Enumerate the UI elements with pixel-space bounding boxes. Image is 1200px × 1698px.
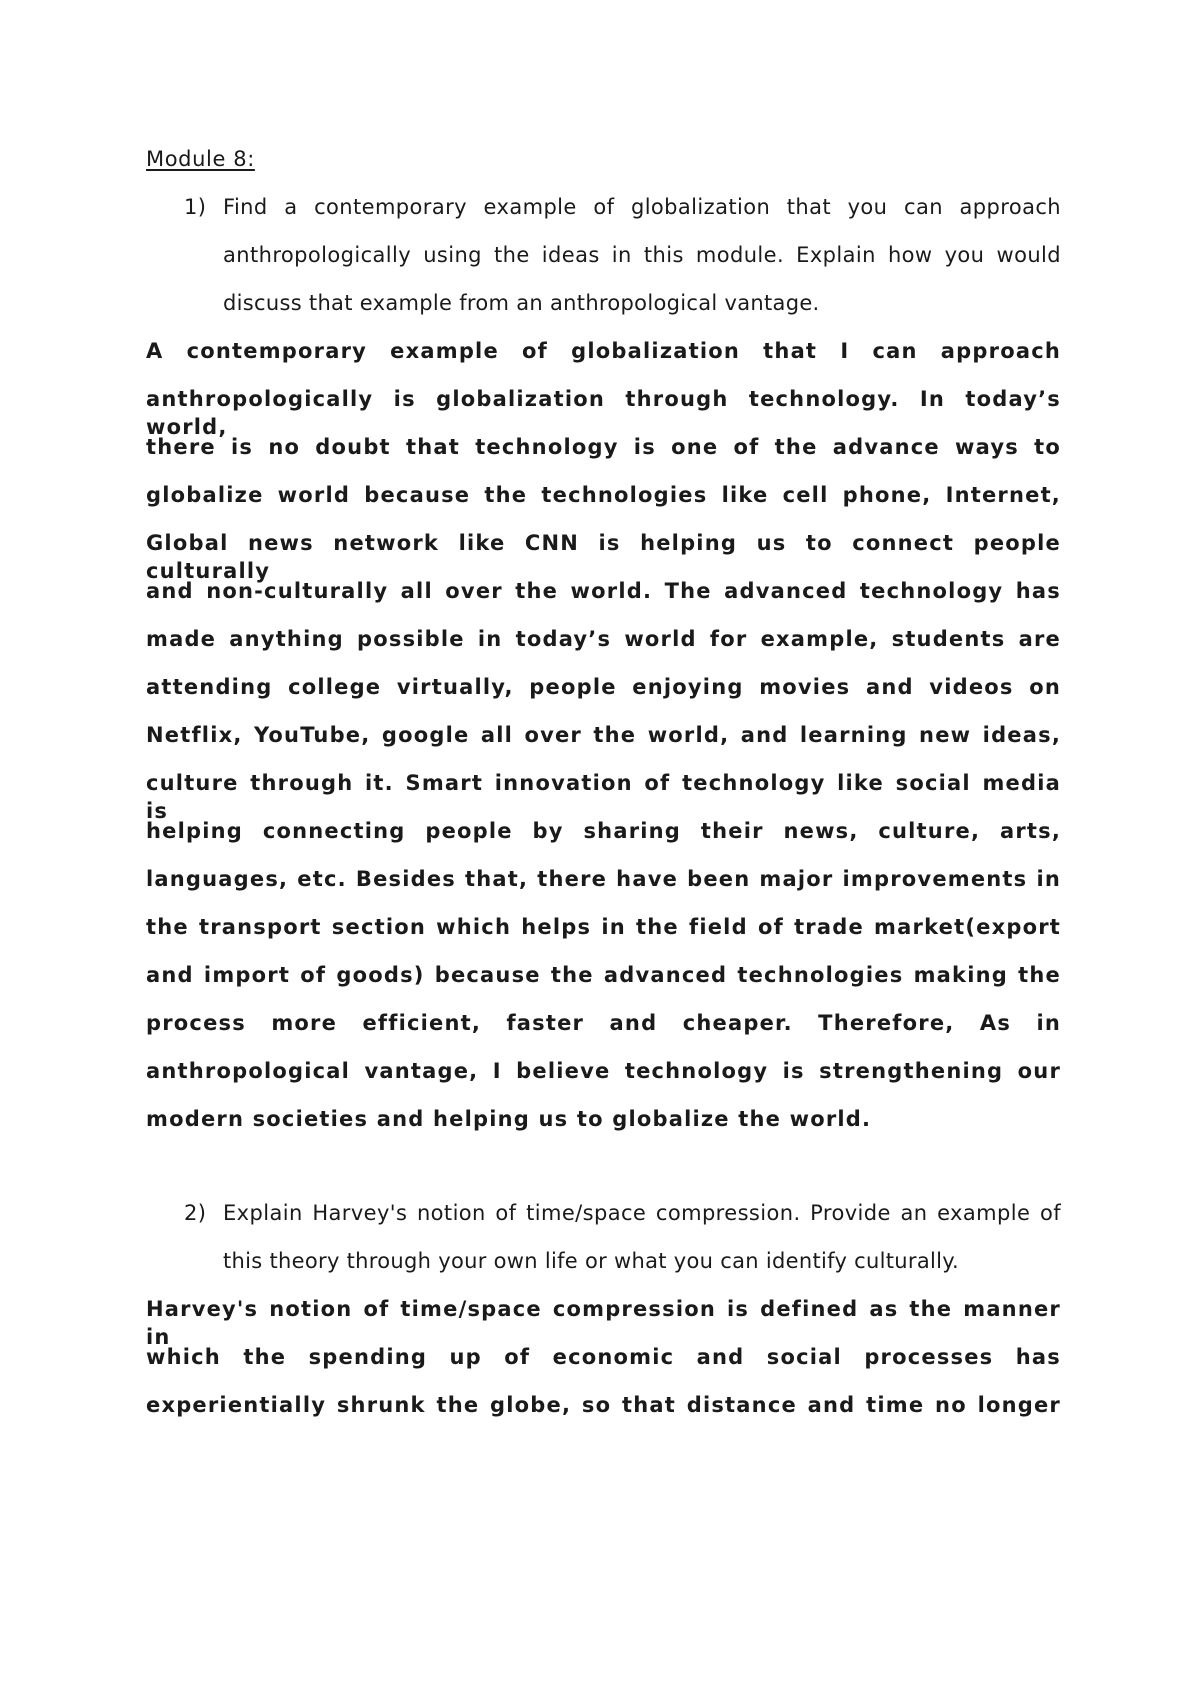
question-2-line: this theory through your own life or what you can identify culturally. bbox=[223, 1249, 959, 1273]
answer-1-line: Global news network like CNN is helping us to connect people culturally bbox=[146, 531, 1061, 583]
question-1-line: Find a contemporary example of globalization that you can approach bbox=[223, 195, 1061, 219]
answer-1-line: attending college virtually, people enjoying movies and videos on bbox=[146, 675, 1061, 699]
answer-1-line: process more efficient, faster and cheaper. Therefore, As in bbox=[146, 1011, 1061, 1035]
answer-2-line: Harvey's notion of time/space compression is defined as the manner in bbox=[146, 1297, 1061, 1349]
answer-1-line: and import of goods) because the advanced technologies making the bbox=[146, 963, 1061, 987]
answer-1-line: anthropologically is globalization through technology. In today’s world, bbox=[146, 387, 1061, 439]
answer-1-line: modern societies and helping us to globalize the world. bbox=[146, 1107, 872, 1131]
answer-2-line: which the spending up of economic and social processes has bbox=[146, 1345, 1061, 1369]
answer-1-line: Netflix, YouTube, google all over the world, and learning new ideas, bbox=[146, 723, 1061, 747]
answer-1-line: languages, etc. Besides that, there have been major improvements in bbox=[146, 867, 1061, 891]
question-1-number: 1) bbox=[184, 195, 207, 219]
answer-1-line: anthropological vantage, I believe technology is strengthening our bbox=[146, 1059, 1061, 1083]
answer-1-line: helping connecting people by sharing their news, culture, arts, bbox=[146, 819, 1061, 843]
answer-1-line: culture through it. Smart innovation of technology like social media is bbox=[146, 771, 1061, 823]
answer-1-line: and non-culturally all over the world. The advanced technology has bbox=[146, 579, 1061, 603]
question-1-line: anthropologically using the ideas in this module. Explain how you would bbox=[223, 243, 1061, 267]
answer-1-line: the transport section which helps in the field of trade market(export bbox=[146, 915, 1061, 939]
question-2-line: Explain Harvey's notion of time/space compression. Provide an example of bbox=[223, 1201, 1061, 1225]
answer-2-line: experientially shrunk the globe, so that distance and time no longer bbox=[146, 1393, 1061, 1417]
answer-1-line: A contemporary example of globalization that I can approach bbox=[146, 339, 1061, 363]
answer-1-line: there is no doubt that technology is one of the advance ways to bbox=[146, 435, 1061, 459]
question-1-line: discuss that example from an anthropological vantage. bbox=[223, 291, 820, 315]
question-2-number: 2) bbox=[184, 1201, 207, 1225]
answer-1-line: globalize world because the technologies like cell phone, Internet, bbox=[146, 483, 1061, 507]
module-heading: Module 8: bbox=[146, 147, 255, 171]
answer-1-line: made anything possible in today’s world for example, students are bbox=[146, 627, 1061, 651]
